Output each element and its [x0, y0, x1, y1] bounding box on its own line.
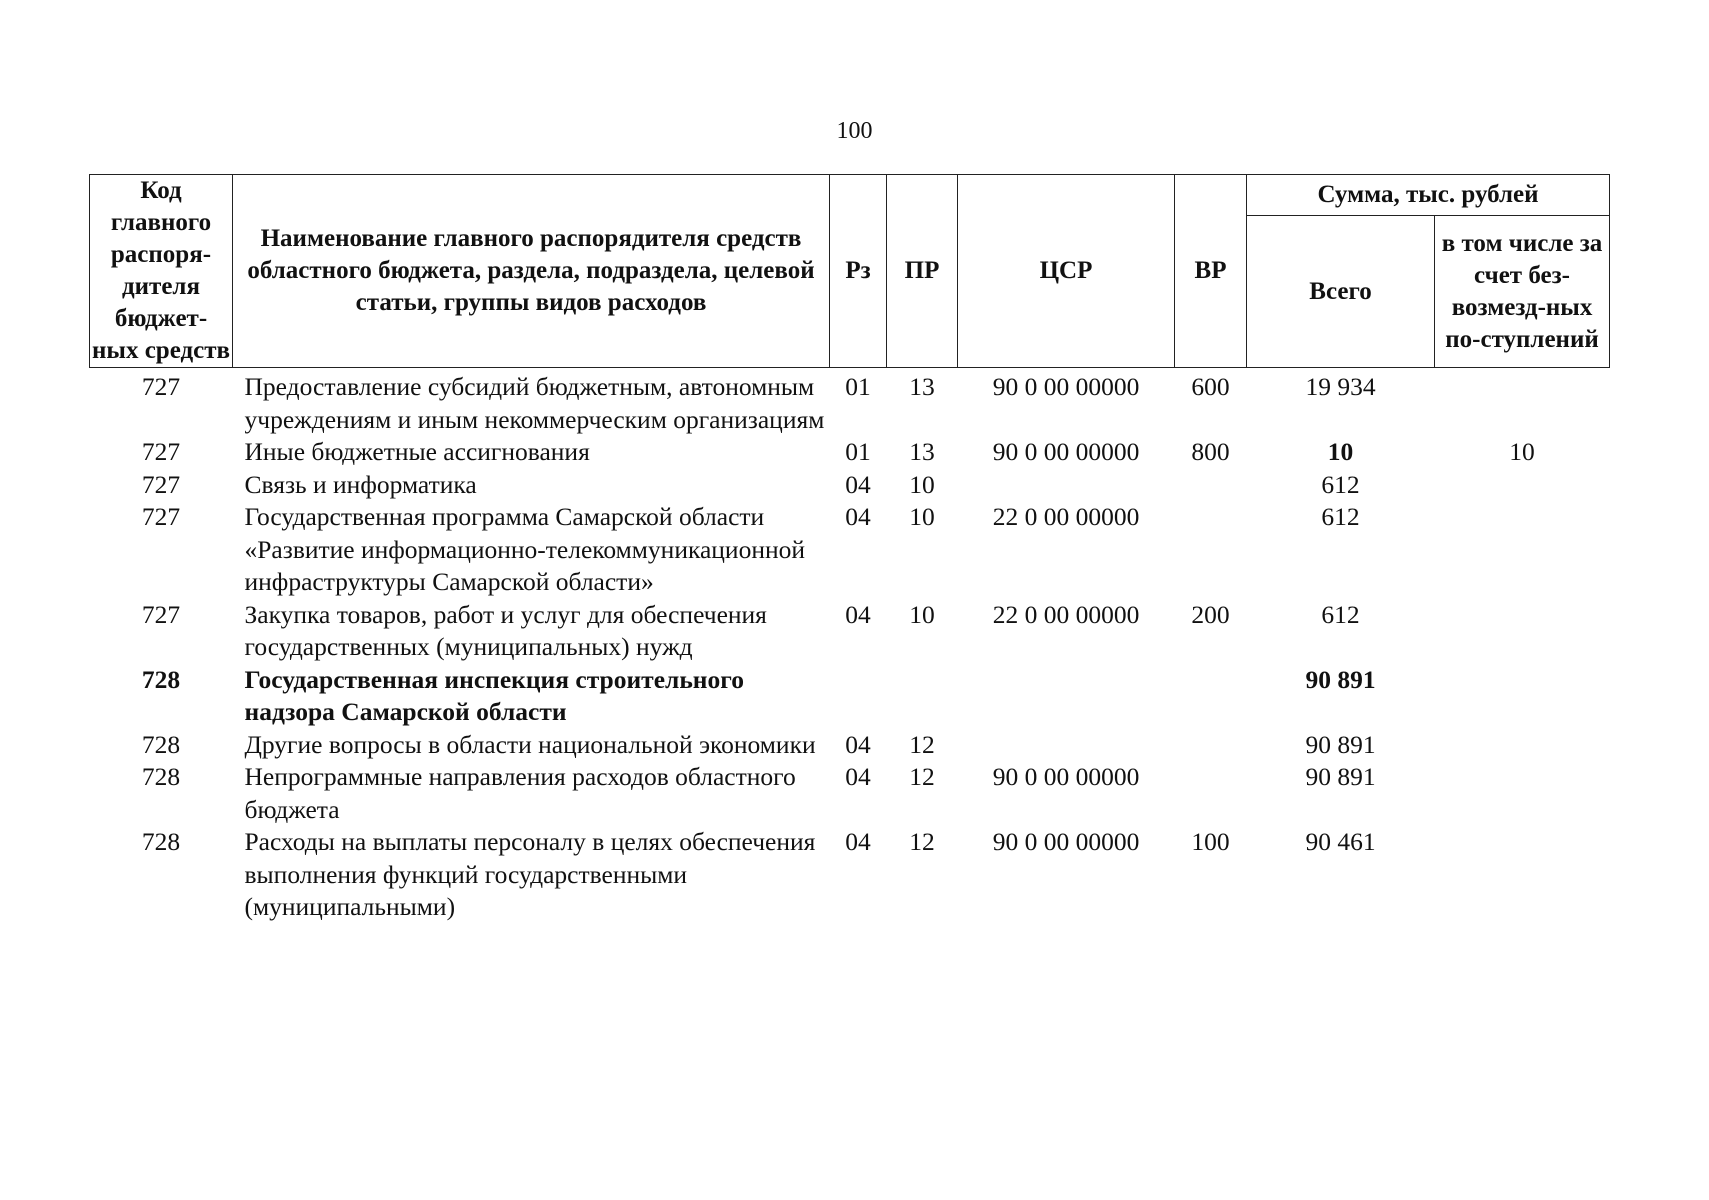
cell-name: Расходы на выплаты персоналу в целях обеспечения выполнения функций государственными (муниципальными) [244, 827, 816, 921]
cell-rz: 04 [845, 469, 871, 499]
cell-gratuitous [1435, 664, 1610, 729]
cell-rz: 04 [845, 599, 871, 629]
cell-gratuitous [1435, 368, 1610, 437]
cell-pr: 12 [909, 729, 935, 759]
cell-vr [1175, 761, 1247, 826]
header-code: Код главного распоря-дителя бюджет-ных средств [90, 175, 233, 368]
table-row [90, 501, 1610, 599]
table-header [90, 175, 1610, 368]
cell-pr: 12 [909, 827, 935, 856]
cell-code: 728 [141, 762, 181, 791]
cell-gratuitous [1435, 501, 1610, 599]
cell-csr [958, 729, 1175, 762]
cell-rz: 01 [845, 372, 871, 401]
cell-rz: 04 [845, 729, 871, 759]
cell-vr [1175, 664, 1247, 729]
header-total: Всего [1247, 216, 1435, 368]
cell-gratuitous [1435, 469, 1610, 502]
cell-pr: 12 [909, 762, 935, 791]
header-pr: ПР [887, 175, 958, 368]
header-vr: ВР [1175, 175, 1247, 368]
header-csr: ЦСР [958, 175, 1175, 368]
budget-table [89, 174, 1610, 924]
cell-gratuitous: 10 [1509, 437, 1535, 466]
cell-vr [1175, 501, 1247, 599]
cell-code: 727 [141, 502, 181, 531]
cell-code: 727 [141, 599, 181, 629]
table-row [90, 761, 1610, 826]
table-body [90, 368, 1610, 924]
cell-vr: 600 [1191, 372, 1230, 401]
cell-total: 612 [1321, 599, 1360, 629]
cell-gratuitous [1435, 599, 1610, 664]
cell-vr [1175, 469, 1247, 502]
cell-total: 90 891 [1305, 762, 1376, 791]
header-rz: Рз [830, 175, 887, 368]
cell-code: 727 [141, 469, 181, 499]
cell-pr [887, 664, 958, 729]
cell-name: Закупка товаров, работ и услуг для обеспечения государственных (муниципальных) нужд [244, 599, 767, 661]
header-name: Наименование главного распорядителя средств областного бюджета, раздела, подраздела, целевой статьи, группы видов расходов [233, 175, 830, 368]
cell-pr: 10 [909, 502, 935, 531]
cell-csr: 90 0 00 00000 [992, 437, 1140, 466]
cell-code: 727 [141, 437, 181, 466]
header-sum-group: Сумма, тыс. рублей [1247, 175, 1610, 216]
cell-rz: 04 [845, 502, 871, 531]
cell-name: Иные бюджетные ассигнования [244, 437, 590, 466]
cell-vr [1175, 729, 1247, 762]
cell-csr: 22 0 00 00000 [992, 599, 1140, 629]
cell-csr [958, 664, 1175, 729]
cell-total: 612 [1321, 469, 1360, 499]
cell-code: 728 [141, 664, 181, 694]
cell-name: Связь и информатика [244, 469, 477, 499]
cell-gratuitous [1435, 826, 1610, 924]
cell-name: Государственная инспекция строительного надзора Самарской области [244, 664, 744, 726]
table-row [90, 469, 1610, 502]
header-gratuitous: в том числе за счет без-возмезд-ных по-ступлений [1435, 216, 1610, 368]
cell-code: 728 [141, 827, 181, 856]
cell-name: Непрограммные направления расходов областного бюджета [244, 762, 796, 824]
cell-pr: 13 [909, 437, 935, 466]
page-number: 100 [836, 118, 873, 144]
cell-name: Предоставление субсидий бюджетным, автономным учреждениям и иным некоммерческим организациям [244, 372, 825, 434]
cell-pr: 13 [909, 372, 935, 401]
cell-total: 10 [1327, 437, 1354, 466]
cell-gratuitous [1435, 729, 1610, 762]
cell-csr [958, 469, 1175, 502]
cell-name: Другие вопросы в области национальной экономики [244, 729, 816, 759]
table-row [90, 599, 1610, 664]
cell-vr: 100 [1191, 827, 1230, 856]
table-row [90, 826, 1610, 924]
cell-pr: 10 [909, 599, 935, 629]
cell-code: 728 [141, 729, 181, 759]
cell-pr: 10 [909, 469, 935, 499]
cell-gratuitous [1435, 761, 1610, 826]
cell-total: 90 891 [1305, 664, 1376, 694]
table-row [90, 436, 1610, 469]
cell-total: 90 461 [1305, 827, 1376, 856]
cell-csr: 90 0 00 00000 [992, 372, 1140, 401]
cell-total: 19 934 [1305, 372, 1376, 401]
table-row [90, 729, 1610, 762]
cell-rz [830, 664, 887, 729]
cell-name: Государственная программа Самарской области «Развитие информационно-телекоммуникационной инфраструктуры Самарской области» [244, 502, 806, 596]
cell-code: 727 [141, 372, 181, 401]
cell-total: 90 891 [1305, 729, 1376, 759]
cell-rz: 04 [845, 762, 871, 791]
cell-total: 612 [1321, 502, 1360, 531]
cell-csr: 90 0 00 00000 [992, 762, 1140, 791]
table-row [90, 664, 1610, 729]
cell-rz: 01 [845, 437, 871, 466]
cell-rz: 04 [845, 827, 871, 856]
cell-vr: 800 [1191, 437, 1230, 466]
cell-csr: 90 0 00 00000 [992, 827, 1140, 856]
table-row [90, 368, 1610, 437]
cell-vr: 200 [1191, 599, 1230, 629]
cell-csr: 22 0 00 00000 [992, 502, 1140, 531]
